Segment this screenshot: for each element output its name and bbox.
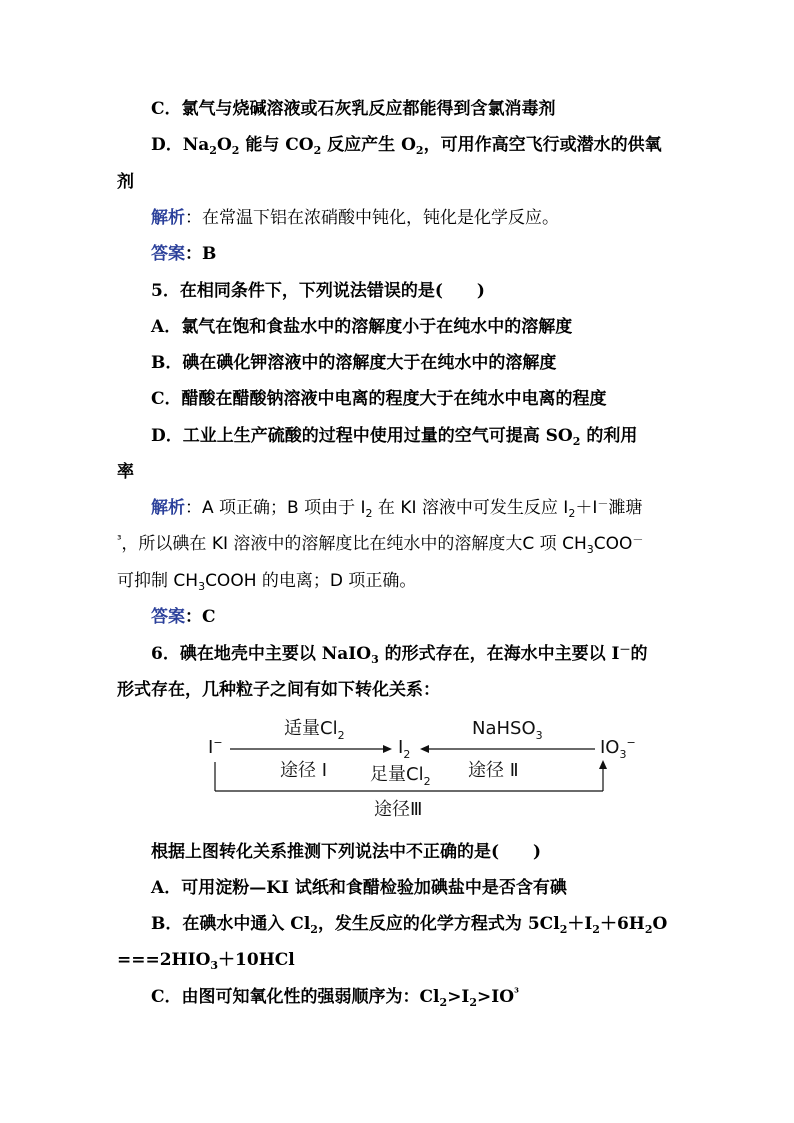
option-text: A．氯气在饱和食盐水中的溶解度小于在纯水中的溶解度 xyxy=(151,317,573,337)
text-span: 的 xyxy=(630,644,648,664)
label-path-1 xyxy=(280,760,327,782)
text-span: D．Na xyxy=(151,135,210,155)
text-span: ＋10HCl xyxy=(218,950,295,970)
question-6-ask xyxy=(151,841,541,863)
option-text: B．碘在碘化钾溶液中的溶解度大于在纯水中的溶解度 xyxy=(151,353,557,373)
option-text: C．醋酸在醋酸钠溶液中电离的程度大于在纯水中电离的程度 xyxy=(151,389,607,409)
iodine-conversion-diagram xyxy=(200,712,640,822)
species-iodide xyxy=(208,737,223,759)
arrow-head-1 xyxy=(383,745,392,753)
question-5-option-d-continuation xyxy=(117,461,134,483)
text-span: C．由图可知氧化性的强弱顺序为：Cl xyxy=(151,987,440,1007)
subscript: 2 xyxy=(209,144,217,157)
answer-label: 答案 xyxy=(151,607,185,627)
text-span: COO xyxy=(593,534,633,554)
answer-text: ：B xyxy=(185,244,217,264)
subscript: 2 xyxy=(231,144,240,157)
question-6-option-a xyxy=(151,877,567,899)
label-reagent-1 xyxy=(284,718,345,740)
text-span: 途径 Ⅱ xyxy=(468,760,519,781)
question-text: 5．在相同条件下，下列说法错误的是( ) xyxy=(151,281,485,301)
text-span: D．工业上生产硫酸的过程中使用过量的空气可提高 SO xyxy=(151,426,573,446)
subscript: 3 xyxy=(535,729,543,742)
text-span: I xyxy=(398,737,404,758)
question-5-option-c xyxy=(151,388,607,410)
text-span: 率 xyxy=(117,462,134,482)
label-reagent-2 xyxy=(472,718,543,740)
text-span: ，发生反应的化学方程式为 5Cl xyxy=(317,914,560,934)
text-span: 6．碘在地壳中主要以 NaIO xyxy=(151,644,372,664)
subscript: 3 xyxy=(371,653,379,666)
question-text: 根据上图转化关系推测下列说法中不正确的是( ) xyxy=(151,842,542,862)
superscript: ³ xyxy=(117,533,122,546)
option-text: C．氯气与烧碱溶液或石灰乳反应都能得到含氯消毒剂 xyxy=(151,99,556,119)
text-span: 濉瑭 xyxy=(608,498,643,518)
analysis-1 xyxy=(151,207,559,229)
text-span: ===2HIO xyxy=(117,950,211,970)
text-span: I xyxy=(208,737,214,758)
superscript: － xyxy=(632,533,644,546)
label-path-2 xyxy=(468,760,519,782)
text-span: 剂 xyxy=(117,172,134,192)
option-text: A．可用淀粉—KI 试纸和食醋检验加碘盐中是否含有碘 xyxy=(151,878,567,898)
arrow-head-2 xyxy=(420,745,429,753)
text-span: ＋6H xyxy=(599,914,645,934)
text-span: >I xyxy=(447,987,470,1007)
analysis-2-line-3 xyxy=(117,570,416,592)
subscript: 2 xyxy=(313,144,322,157)
text-span: 在 KI 溶液中可发生反应 I xyxy=(372,498,569,518)
question-6-option-b xyxy=(151,913,667,935)
question-5-option-b xyxy=(151,352,556,374)
subscript: 2 xyxy=(439,996,448,1009)
superscript: − xyxy=(626,736,636,749)
analysis-label: 解析 xyxy=(151,498,185,518)
text-span: 适量Cl xyxy=(284,718,338,739)
option-d-line xyxy=(151,134,662,156)
text-span: IO xyxy=(600,737,620,758)
text-span: O xyxy=(216,135,232,155)
text-span: ＋I xyxy=(567,914,593,934)
analysis-label: 解析 xyxy=(151,208,185,228)
label-reagent-3 xyxy=(370,764,431,786)
question-5-option-d xyxy=(151,425,637,447)
subscript: 2 xyxy=(423,775,431,788)
subscript: 2 xyxy=(415,144,424,157)
question-6-option-c xyxy=(151,986,519,1008)
text-span: ：A 项正确；B 项由于 I xyxy=(185,498,366,518)
text-span: >IO xyxy=(477,987,515,1007)
text-span: COOH 的电离；D 项正确。 xyxy=(205,571,417,591)
subscript: 2 xyxy=(568,507,576,520)
question-5 xyxy=(151,280,485,302)
text-span: 形式存在，几种粒子之间有如下转化关系： xyxy=(117,680,440,700)
option-c-line xyxy=(151,98,556,120)
arrow-head-3 xyxy=(599,760,607,769)
text-span: 的形式存在，在海水中主要以 I xyxy=(378,644,620,664)
subscript: 2 xyxy=(572,435,581,448)
question-5-option-a xyxy=(151,316,572,338)
analysis-text: ：在常温下铝在浓硝酸中钝化，钝化是化学反应。 xyxy=(185,208,559,228)
text-span: ，所以碘在 KI 溶液中的溶解度比在纯水中的溶解度大C 项 CH xyxy=(121,534,587,554)
answer-label: 答案 xyxy=(151,244,185,264)
question-6-continuation xyxy=(117,679,440,701)
question-6-option-b-continuation xyxy=(117,949,295,971)
subscript: 2 xyxy=(365,507,373,520)
text-span: 反应产生 O xyxy=(321,135,416,155)
text-span: NaHSO xyxy=(472,718,536,739)
text-span: ＋I xyxy=(575,498,598,518)
superscript: − xyxy=(213,736,223,749)
text-span: 途径 Ⅰ xyxy=(280,760,328,781)
subscript: 3 xyxy=(198,580,206,593)
answer-1 xyxy=(151,243,216,265)
text-span: 的利用 xyxy=(580,426,638,446)
subscript: 2 xyxy=(469,996,478,1009)
subscript: 3 xyxy=(586,543,594,556)
subscript: 2 xyxy=(559,923,568,936)
label-path-3 xyxy=(374,799,422,821)
text-span: B．在碘水中通入 Cl xyxy=(151,914,311,934)
analysis-2-line-2 xyxy=(117,533,643,555)
answer-2 xyxy=(151,606,216,628)
subscript: 2 xyxy=(592,923,600,936)
text-span: 可抑制 CH xyxy=(117,571,199,591)
subscript: 2 xyxy=(644,923,653,936)
analysis-2-line-1 xyxy=(151,497,642,519)
species-iodine xyxy=(398,737,410,759)
subscript: 2 xyxy=(337,729,345,742)
question-6 xyxy=(151,643,648,665)
text-span: ，可用作高空飞行或潜水的供氧 xyxy=(423,135,662,155)
superscript: － xyxy=(619,643,631,656)
text-span: 能与 CO xyxy=(239,135,314,155)
option-d-continuation xyxy=(117,171,134,193)
subscript: 3 xyxy=(210,959,219,972)
subscript: 3 xyxy=(619,748,627,761)
text-span: O xyxy=(652,914,668,934)
answer-text: ：C xyxy=(185,607,216,627)
species-iodate xyxy=(600,737,636,759)
subscript: 2 xyxy=(310,923,318,936)
superscript: ³ xyxy=(514,986,519,999)
subscript: 2 xyxy=(403,748,411,761)
text-span: 途径Ⅲ xyxy=(374,799,423,820)
superscript: － xyxy=(597,497,609,510)
text-span: 足量Cl xyxy=(370,764,424,785)
